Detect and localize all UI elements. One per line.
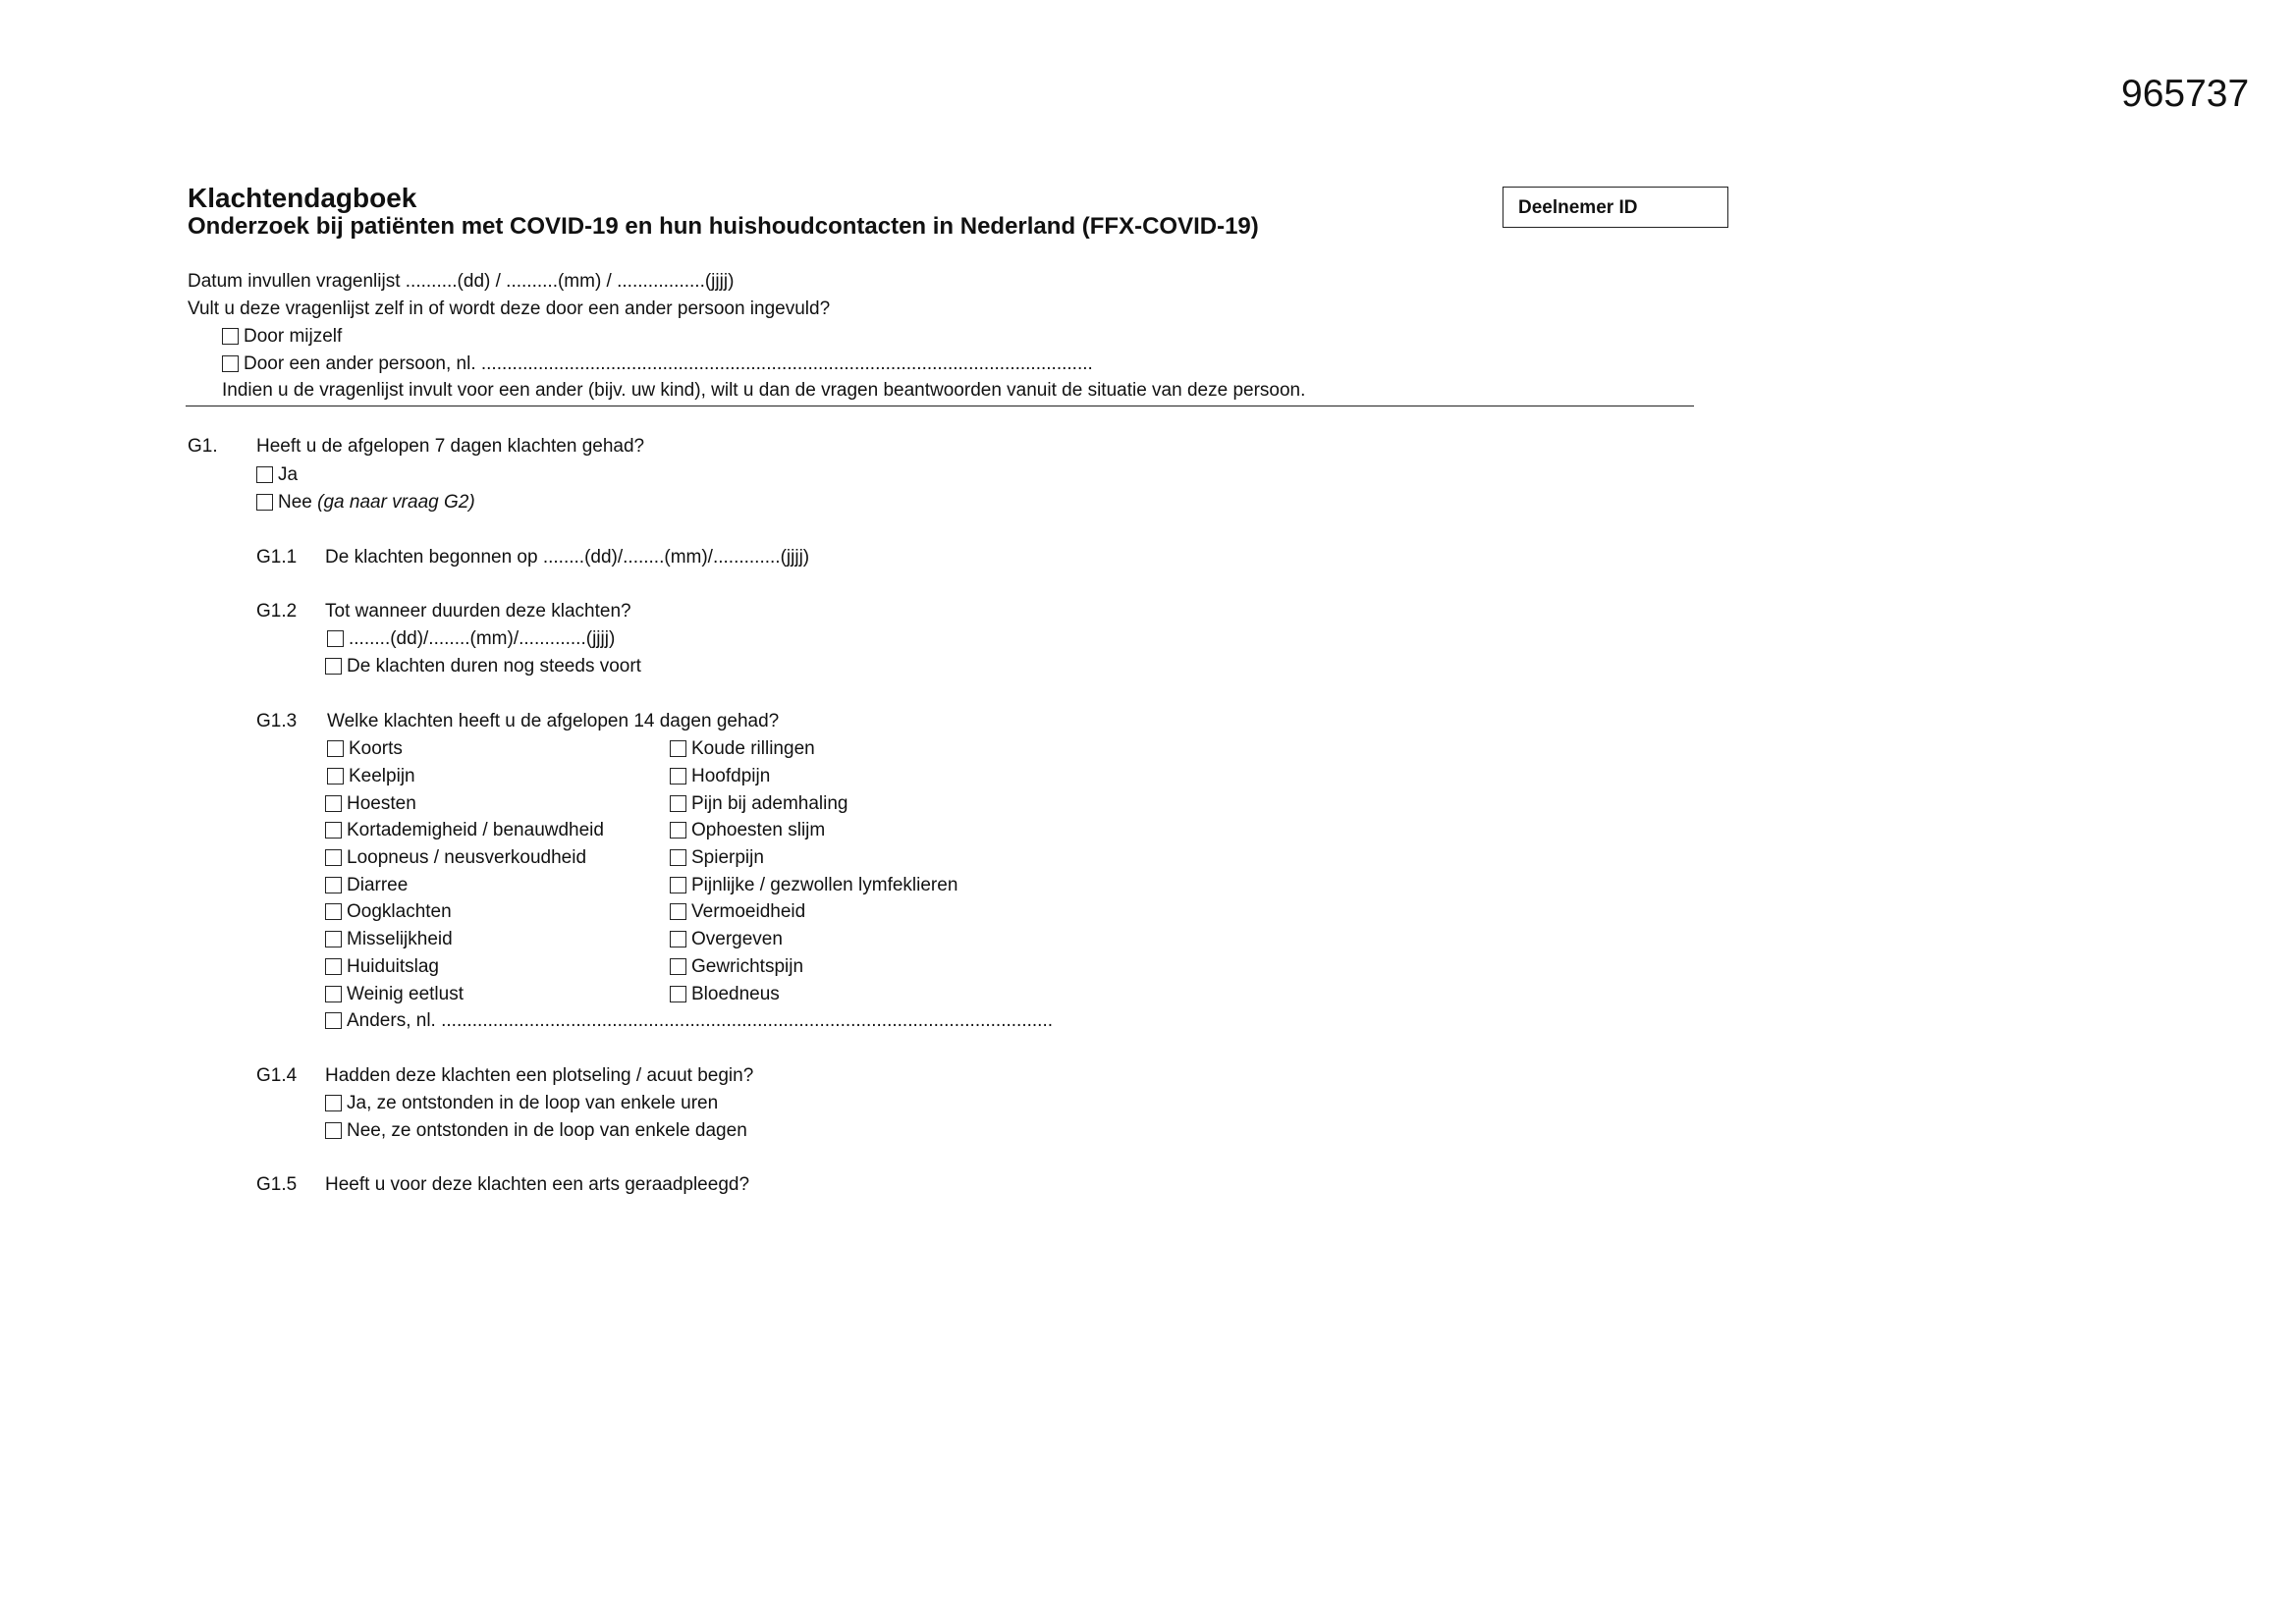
- symptom-label: Kortademigheid / benauwdheid: [347, 820, 604, 840]
- option-other: [222, 353, 1093, 375]
- checkbox[interactable]: [670, 958, 686, 975]
- question-g1-2-number: G1.2: [256, 601, 298, 622]
- participant-id-label: Deelnemer ID: [1518, 197, 1638, 218]
- who-question: Vult u deze vragenlijst zelf in of wordt deze door een ander persoon ingevuld?: [188, 298, 831, 319]
- g1-4-option-days: [325, 1120, 747, 1142]
- symptom-option: [670, 901, 805, 923]
- symptom-label: Huiduitslag: [347, 956, 439, 977]
- symptom-option: [670, 847, 764, 869]
- symptom-other-label: Anders, nl. ......................................................................................................................: [347, 1010, 1054, 1031]
- symptom-label: Hoesten: [347, 793, 416, 814]
- question-g1-5: Heeft u voor deze klachten een arts geraadpleegd?: [325, 1174, 750, 1195]
- date-line: Datum invullen vragenlijst ..........(dd) / ..........(mm) / .................(jjjj): [188, 271, 735, 292]
- symptom-other: [325, 1010, 1053, 1032]
- option-other-label: Door een ander persoon, nl. ......................................................................................................................: [244, 353, 1093, 374]
- symptom-label: Gewrichtspijn: [691, 956, 804, 977]
- g1-2-option-ongoing-label: De klachten duren nog steeds voort: [347, 656, 641, 677]
- symptom-label: Diarree: [347, 875, 409, 895]
- symptom-option: [670, 820, 825, 841]
- checkbox[interactable]: [325, 877, 342, 893]
- checkbox[interactable]: [325, 658, 342, 675]
- checkbox[interactable]: [327, 630, 344, 647]
- checkbox[interactable]: [670, 795, 686, 812]
- g1-option-no: [256, 492, 475, 514]
- symptom-option: [327, 766, 415, 787]
- form-title: Klachtendagboek: [188, 183, 417, 213]
- checkbox[interactable]: [325, 1095, 342, 1111]
- symptom-option: [325, 847, 586, 869]
- g1-option-yes-label: Ja: [278, 464, 299, 485]
- question-g1-3-number: G1.3: [256, 711, 298, 731]
- option-self: [222, 326, 342, 348]
- g1-2-option-date-label: ........(dd)/........(mm)/.............(jjjj): [349, 628, 616, 649]
- checkbox[interactable]: [256, 494, 273, 511]
- checkbox[interactable]: [325, 986, 342, 1002]
- symptom-option: [670, 984, 780, 1005]
- question-g1-4-number: G1.4: [256, 1065, 298, 1086]
- symptom-label: Vermoeidheid: [691, 901, 806, 922]
- g1-4-option-days-label: Nee, ze ontstonden in de loop van enkele dagen: [347, 1120, 747, 1141]
- checkbox[interactable]: [325, 849, 342, 866]
- symptom-option: [670, 956, 803, 978]
- form-subtitle: Onderzoek bij patiënten met COVID-19 en hun huishoudcontacten in Nederland (FFX-COVID-19): [188, 213, 1259, 240]
- question-g1-3: Welke klachten heeft u de afgelopen 14 dagen gehad?: [327, 711, 780, 731]
- question-g1: Heeft u de afgelopen 7 dagen klachten gehad?: [256, 436, 645, 457]
- symptom-label: Spierpijn: [691, 847, 764, 868]
- question-g1-2: Tot wanneer duurden deze klachten?: [325, 601, 631, 622]
- skip-instruction: (ga naar vraag G2): [317, 492, 475, 513]
- symptom-label: Misselijkheid: [347, 929, 453, 949]
- checkbox[interactable]: [327, 740, 344, 757]
- symptom-label: Overgeven: [691, 929, 783, 949]
- symptom-option: [325, 820, 604, 841]
- checkbox[interactable]: [670, 931, 686, 947]
- g1-option-yes: [256, 464, 298, 486]
- symptom-label: Keelpijn: [349, 766, 415, 786]
- checkbox[interactable]: [256, 466, 273, 483]
- document-number: 965737: [2121, 73, 2250, 115]
- checkbox[interactable]: [222, 328, 239, 345]
- symptom-label: Koude rillingen: [691, 738, 815, 759]
- symptom-option: [670, 875, 957, 896]
- g1-4-option-hours: [325, 1093, 718, 1114]
- symptom-label: Pijn bij ademhaling: [691, 793, 848, 814]
- g1-option-no-label: Nee: [278, 492, 312, 513]
- checkbox[interactable]: [670, 768, 686, 785]
- checkbox[interactable]: [670, 822, 686, 839]
- symptom-option: [325, 984, 464, 1005]
- checkbox[interactable]: [325, 931, 342, 947]
- symptom-option: [325, 929, 453, 950]
- symptom-option: [325, 901, 452, 923]
- checkbox[interactable]: [327, 768, 344, 785]
- question-g1-1-number: G1.1: [256, 547, 298, 568]
- checkbox[interactable]: [670, 849, 686, 866]
- checkbox[interactable]: [325, 903, 342, 920]
- participant-id-field[interactable]: [1503, 187, 1728, 228]
- checkbox[interactable]: [670, 740, 686, 757]
- symptom-label: Weinig eetlust: [347, 984, 464, 1004]
- checkbox[interactable]: [325, 795, 342, 812]
- symptom-option: [670, 793, 848, 815]
- checkbox[interactable]: [222, 355, 239, 372]
- symptom-label: Bloedneus: [691, 984, 780, 1004]
- g1-2-option-date: [327, 628, 615, 650]
- option-self-label: Door mijzelf: [244, 326, 343, 347]
- symptom-label: Pijnlijke / gezwollen lymfeklieren: [691, 875, 958, 895]
- checkbox[interactable]: [325, 822, 342, 839]
- question-g1-5-number: G1.5: [256, 1174, 298, 1195]
- symptom-label: Koorts: [349, 738, 403, 759]
- question-g1-number: G1.: [188, 436, 218, 457]
- symptom-option: [670, 929, 783, 950]
- checkbox[interactable]: [670, 877, 686, 893]
- question-g1-4: Hadden deze klachten een plotseling / acuut begin?: [325, 1065, 754, 1086]
- symptom-option: [670, 738, 815, 760]
- symptom-label: Oogklachten: [347, 901, 452, 922]
- symptom-option: [327, 738, 403, 760]
- g1-2-option-ongoing: [325, 656, 641, 677]
- proxy-note: Indien u de vragenlijst invult voor een ander (bijv. uw kind), wilt u dan de vragen beantwoorden vanuit de situatie van deze persoon.: [222, 380, 1306, 401]
- symptom-option: [325, 875, 408, 896]
- checkbox[interactable]: [325, 958, 342, 975]
- symptom-label: Ophoesten slijm: [691, 820, 826, 840]
- symptom-option: [325, 793, 416, 815]
- checkbox[interactable]: [670, 986, 686, 1002]
- question-g1-1: De klachten begonnen op ........(dd)/........(mm)/.............(jjjj): [325, 547, 810, 568]
- symptom-label: Hoofdpijn: [691, 766, 771, 786]
- checkbox[interactable]: [325, 1122, 342, 1139]
- g1-4-option-hours-label: Ja, ze ontstonden in de loop van enkele uren: [347, 1093, 719, 1113]
- symptom-label: Loopneus / neusverkoudheid: [347, 847, 587, 868]
- checkbox[interactable]: [325, 1012, 342, 1029]
- symptom-option: [325, 956, 439, 978]
- checkbox[interactable]: [670, 903, 686, 920]
- symptom-option: [670, 766, 770, 787]
